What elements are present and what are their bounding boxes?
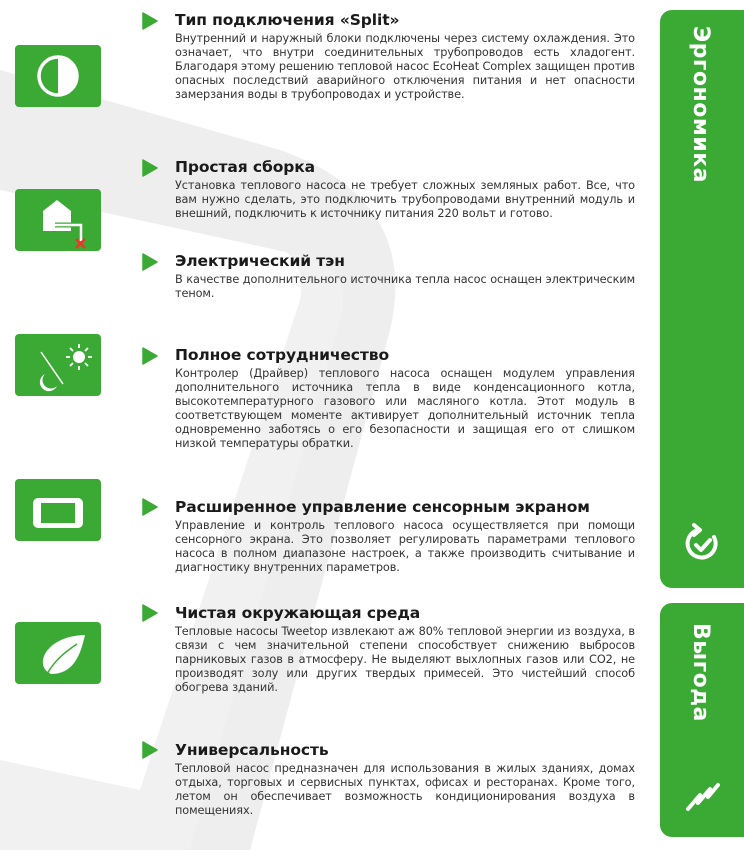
touchscreen-icon-box (15, 479, 101, 541)
feature-touchscreen (175, 498, 635, 575)
bullet-arrow-icon (142, 159, 158, 177)
tab-label: Выгода (688, 623, 713, 722)
feature-title: Универсальность (175, 741, 329, 759)
bullet-arrow-icon (142, 604, 158, 622)
bullet-arrow-icon (142, 253, 158, 271)
tab-ergonomics[interactable] (660, 10, 744, 588)
half-circle-icon (15, 45, 101, 107)
feature-simple-assembly (175, 158, 635, 221)
tab-label: Эргономика (688, 26, 713, 183)
feature-text: Установка теплового насоса не требует сложных земляных работ. Все, что вам нужно сделать, это подключить трубопроводами внутренний модуль и внешний, подключить к источнику питания 220 вольт и готово. (175, 179, 635, 220)
leaf-icon (15, 622, 101, 684)
feature-text: Тепловой насос предназначен для использования в жилых зданиях, домах отдыха, торговых и сервисных пунктах, офисах и ресторанах. Кроме того, летом он обеспечивает возможность кондиционирования воздуха в помещениях. (175, 762, 635, 817)
split-connection-icon-box (15, 45, 101, 107)
feature-universality (175, 741, 635, 818)
feature-full-cooperation (175, 346, 635, 451)
bullet-arrow-icon (142, 12, 158, 30)
house-pipe-icon (15, 189, 101, 251)
feature-split-connection (175, 11, 635, 102)
feature-text: Контролер (Драйвер) теплового насоса оснащен модулем управления дополнительного источника тепла в виде конденсационного котла, высокотемпературного газового или масляного котла. Этот модуль в соответствующем моменте активирует дополнительный источник тепла одновременно заботясь о его безопасности и защищая его от слишком низкой температуры обратки. (175, 367, 635, 450)
feature-text: Внутренний и наружный блоки подключены через систему охлаждения. Это означает, что внутри соединительных трубопроводов есть хладогент. Благодаря этому решению тепловой насос EcoHeat Complex защищен против опасных последствий аварийного отключения питания и нет опасности замерзания воды в трубопроводах и устройстве. (175, 32, 635, 101)
bullet-arrow-icon (142, 347, 158, 365)
touchscreen-icon (15, 479, 101, 541)
feature-title: Тип подключения «Split» (175, 11, 400, 29)
tab-benefit[interactable] (660, 603, 744, 837)
day-night-icon (15, 334, 101, 396)
trend-zigzag-icon (684, 775, 724, 815)
feature-title: Расширенное управление сенсорным экраном (175, 498, 590, 516)
feature-text: В качестве дополнительного источника тепла насос оснащен электрическим теном. (175, 273, 635, 300)
feature-text: Управление и контроль теплового насоса осуществляется при помощи сенсорного экрана. Это позволяет регулировать параметрами теплового насоса в полном диапазоне настроек, а также производить считывание и диагностику внутренних параметров. (175, 519, 635, 574)
feature-clean-environment (175, 604, 635, 695)
feature-text: Тепловые насосы Tweetop извлекают аж 80% тепловой энергии из воздуха, в связи с чем значительной степени способствует снижению выбросов парниковых газов в атмосферу. Не выделяют выхлопных газов или CO2, не производят золу или других твердых примесей. Это чистейший способ обогрева зданий. (175, 625, 635, 694)
refresh-check-icon (680, 520, 726, 566)
bullet-arrow-icon (142, 498, 158, 516)
feature-electric-heater (175, 252, 635, 301)
bullet-arrow-icon (142, 741, 158, 759)
feature-title: Простая сборка (175, 158, 316, 176)
clean-environment-icon-box (15, 622, 101, 684)
simple-assembly-icon-box (15, 189, 101, 251)
feature-title: Электрический тэн (175, 252, 345, 270)
feature-title: Чистая окружающая среда (175, 604, 421, 622)
feature-title: Полное сотрудничество (175, 346, 390, 364)
full-cooperation-icon-box (15, 334, 101, 396)
